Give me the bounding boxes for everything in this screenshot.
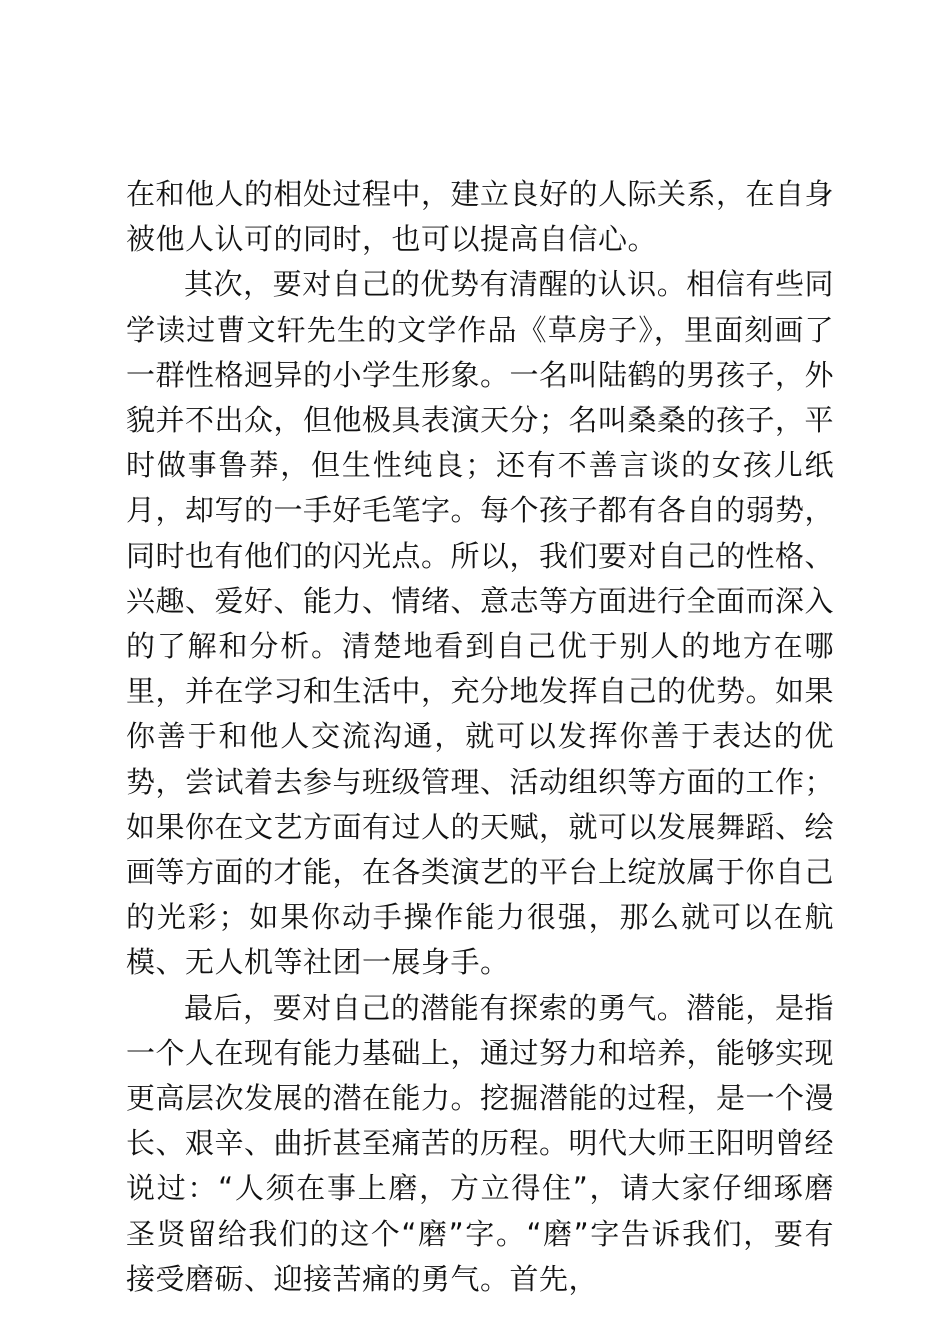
document-body	[126, 172, 834, 1302]
paragraph-2: 其次，要对自己的优势有清醒的认识。相信有些同学读过曹文轩先生的文学作品《草房子》，里面刻画了一群性格迥异的小学生形象。一名叫陆鹤的男孩子，外貌并不出众，但他极具表演天分；名叫桑桑的孩子，平时做事鲁莽，但生性纯良；还有不善言谈的女孩儿纸月，却写的一手好毛笔字。每个孩子都有各自的弱势，同时也有他们的闪光点。所以，我们要对自己的性格、兴趣、爱好、能力、情绪、意志等方面进行全面而深入的了解和分析。清楚地看到自己优于别人的地方在哪里，并在学习和生活中，充分地发挥自己的优势。如果你善于和他人交流沟通，就可以发挥你善于表达的优势，尝试着去参与班级管理、活动组织等方面的工作；如果你在文艺方面有过人的天赋，就可以发展舞蹈、绘画等方面的才能，在各类演艺的平台上绽放属于你自己的光彩；如果你动手操作能力很强，那么就可以在航模、无人机等社团一展身手。	[126, 267, 835, 980]
paragraph-3: 最后，要对自己的潜能有探索的勇气。潜能，是指一个人在现有能力基础上，通过努力和培养，能够实现更高层次发展的潜在能力。挖掘潜能的过程，是一个漫长、艰辛、曲折甚至痛苦的历程。明代大师王阳明曾经说过：“人须在事上磨，方立得住”，请大家仔细琢磨圣贤留给我们的这个“磨”字。“磨”字告诉我们，要有接受磨砺、迎接苦痛的勇气。首先，	[126, 990, 835, 1296]
paragraph-1: 在和他人的相处过程中，建立良好的人际关系，在自身被他人认可的同时，也可以提高自信心。	[126, 177, 835, 257]
